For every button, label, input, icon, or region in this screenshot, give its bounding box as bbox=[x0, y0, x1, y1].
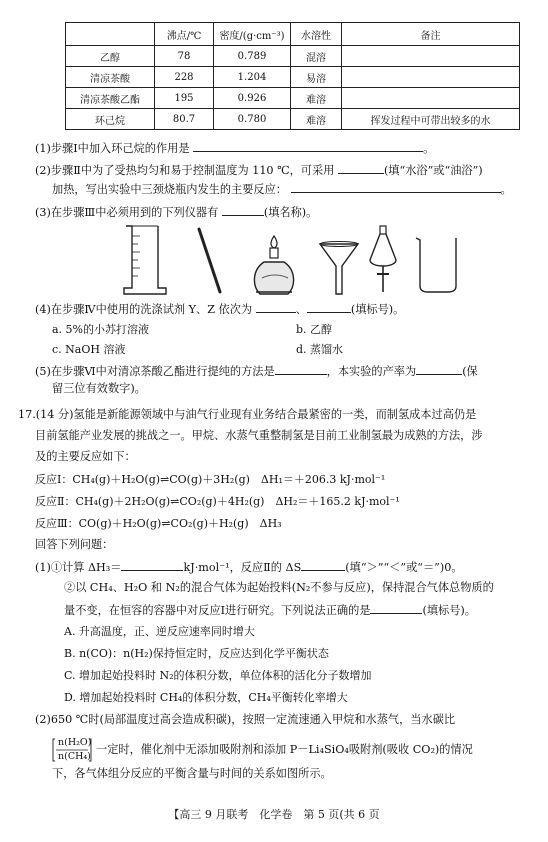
answer-blank[interactable] bbox=[307, 300, 351, 313]
table-cell bbox=[342, 88, 520, 109]
table-header: 密度/(g·cm⁻³) bbox=[214, 23, 291, 46]
answer-blank[interactable] bbox=[256, 300, 296, 313]
table-cell: 易溶 bbox=[291, 67, 342, 88]
table-cell: 195 bbox=[155, 88, 214, 109]
answer-blank[interactable] bbox=[301, 558, 345, 571]
question-text: (4)在步骤Ⅳ中使用的洗涤试剂 Y、Z 依次为 bbox=[35, 303, 253, 316]
question-text: 量不变，在恒容的容器中对反应Ⅰ进行研究。下列说法正确的是 bbox=[64, 604, 371, 617]
question-17-intro-3: 及的主要反应如下： bbox=[35, 450, 136, 463]
table-row bbox=[66, 88, 520, 109]
question-hint: (填标号)。 bbox=[422, 604, 476, 617]
question-text: kJ·mol⁻¹，反应Ⅱ的 ΔS bbox=[183, 561, 302, 574]
option-c: c. NaOH 溶液 bbox=[52, 343, 126, 356]
table-cell: 228 bbox=[155, 67, 214, 88]
table-cell bbox=[342, 67, 520, 88]
table-cell: 难溶 bbox=[291, 88, 342, 109]
table-header: 水溶性 bbox=[291, 23, 342, 46]
reaction-2: 反应Ⅱ：CH₄(g)＋2H₂O(g)⇌CO₂(g)＋4H₂(g) ΔH₂＝＋165.2 kJ·mol⁻¹ bbox=[35, 495, 400, 508]
option-A: A. 升高温度，正、逆反应速率同时增大 bbox=[64, 625, 255, 638]
question-5-line-1 bbox=[35, 362, 530, 380]
option-b: b. 乙醇 bbox=[296, 323, 333, 336]
alcohol-lamp-icon bbox=[250, 234, 302, 296]
graduated-cylinder-icon bbox=[120, 224, 170, 298]
table-cell bbox=[342, 46, 520, 67]
question-5-line-2: 留三位有效数字)。 bbox=[52, 382, 146, 395]
table-header: 沸点/℃ bbox=[155, 23, 214, 46]
question-hint: (填标号)。 bbox=[350, 303, 405, 316]
reaction-1: 反应Ⅰ：CH₄(g)＋H₂O(g)⇌CO(g)＋3H₂(g) ΔH₁＝＋206.3 kJ·mol⁻¹ bbox=[35, 473, 386, 486]
part-2-line-2: 一定时，催化剂中无添加吸附剂和添加 P－Li₄SiO₄吸附剂(吸收 CO₂)的情况 bbox=[96, 743, 473, 756]
part-1-2-line-1: ②以 CH₄、H₂O 和 N₂的混合气体为起始投料(N₂不参与反应)，保持混合气体总物质的 bbox=[64, 581, 494, 594]
question-text: (3)在步骤Ⅲ中必须用到的下列仪器有 bbox=[35, 206, 219, 219]
table-cell: 0.926 bbox=[214, 88, 291, 109]
table-cell: 清凉茶酸乙酯 bbox=[66, 88, 155, 109]
answer-blank[interactable] bbox=[416, 362, 462, 375]
funnel-icon bbox=[318, 240, 360, 296]
separatory-funnel-icon bbox=[368, 224, 398, 296]
answer-blank[interactable] bbox=[370, 601, 422, 614]
answer-blank[interactable] bbox=[222, 203, 264, 216]
question-1: (1)步骤Ⅰ中加入环己烷的作用是 。 bbox=[35, 139, 530, 157]
fraction-denominator: n(CH₄) bbox=[58, 751, 91, 762]
part-1-1 bbox=[35, 558, 530, 576]
table-row bbox=[66, 46, 520, 67]
question-text: (1)步骤Ⅰ中加入环己烷的作用是 bbox=[35, 142, 190, 155]
table-cell: 环己烷 bbox=[66, 109, 155, 130]
beaker-icon bbox=[414, 234, 460, 294]
part-2-line-3: 下，各气体组分反应的平衡含量与时间的关系如图所示。 bbox=[52, 767, 332, 780]
answer-intro: 回答下列问题： bbox=[35, 538, 114, 551]
answer-blank[interactable] bbox=[275, 362, 327, 375]
question-17-intro-2: 目前氢能产业发展的挑战之一。甲烷、水蒸气重整制氢是目前工业制氢最为成熟的方法，涉 bbox=[35, 429, 483, 442]
part-1-2-line-2 bbox=[64, 601, 530, 619]
page-footer: 【高三 9 月联考 化学卷 第 5 页(共 6 页 bbox=[168, 808, 380, 821]
fraction-numerator: n(H₂O) bbox=[58, 737, 92, 748]
question-text: 加热，写出实验中三颈烧瓶内发生的主要反应： bbox=[52, 183, 287, 196]
answer-blank[interactable] bbox=[193, 139, 423, 152]
question-17-intro-1: 17.(14 分)氢能是新能源领域中与油气行业现有业务结合最紧密的一类，而制氢成本过高仍是 bbox=[18, 408, 477, 421]
question-2-line-1 bbox=[35, 161, 530, 179]
question-text: (1)①计算 ΔH₃＝ bbox=[35, 561, 122, 574]
table-header: 备注 bbox=[342, 23, 520, 46]
question-hint: (填“＞”“＜”或“＝”)0。 bbox=[345, 561, 463, 574]
reaction-3: 反应Ⅲ：CO(g)＋H₂O(g)⇌CO₂(g)＋H₂(g) ΔH₃ bbox=[35, 517, 282, 530]
table-row bbox=[66, 109, 520, 130]
question-hint: (填“水浴”或“油浴”) bbox=[383, 164, 483, 177]
table-header bbox=[66, 23, 155, 46]
table-cell: 80.7 bbox=[155, 109, 214, 130]
table-cell: 难溶 bbox=[291, 109, 342, 130]
question-4: (4)在步骤Ⅳ中使用的洗涤试剂 Y、Z 依次为 、 (填标号)。 bbox=[35, 300, 530, 318]
question-text: (5)在步骤Ⅵ中对清凉茶酸乙酯进行提纯的方法是 bbox=[35, 365, 275, 378]
part-2-line-1: (2)650 ℃时(局部温度过高会造成积碳)，按照一定流速通入甲烷和水蒸气，当水碳比 bbox=[35, 713, 456, 726]
question-text: (2)步骤Ⅱ中为了受热均匀和易于控制温度为 110 ℃，可采用 bbox=[35, 164, 335, 177]
option-B: B. n(CO)：n(H₂)保持恒定时，反应达到化学平衡状态 bbox=[64, 647, 329, 660]
option-d: d. 蒸馏水 bbox=[296, 343, 344, 356]
table-cell: 乙醇 bbox=[66, 46, 155, 67]
option-C: C. 增加起始投料时 N₂的体积分数，单位体积的活化分子数增加 bbox=[64, 669, 372, 682]
table-cell: 0.789 bbox=[214, 46, 291, 67]
table-cell: 混溶 bbox=[291, 46, 342, 67]
question-3 bbox=[35, 203, 530, 221]
table-cell: 0.780 bbox=[214, 109, 291, 130]
table-cell: 挥发过程中可带出较多的水 bbox=[342, 109, 520, 130]
table-cell: 78 bbox=[155, 46, 214, 67]
answer-blank[interactable] bbox=[291, 180, 501, 193]
option-a: a. 5%的小苏打溶液 bbox=[52, 323, 150, 336]
option-D: D. 增加起始投料时 CH₄的体积分数，CH₄平衡转化率增大 bbox=[64, 691, 348, 704]
question-text: ，本实验的产率为 bbox=[326, 365, 417, 378]
table-row bbox=[66, 67, 520, 88]
properties-table bbox=[65, 22, 520, 130]
table-cell: 1.204 bbox=[214, 67, 291, 88]
answer-blank[interactable] bbox=[121, 558, 183, 571]
table-header-row bbox=[66, 23, 520, 46]
answer-blank[interactable] bbox=[338, 161, 384, 174]
question-hint: (保 bbox=[462, 365, 478, 378]
table-cell: 清凉茶酸 bbox=[66, 67, 155, 88]
question-hint: (填名称)。 bbox=[263, 206, 318, 219]
question-2-line-2: 加热，写出实验中三颈烧瓶内发生的主要反应： 。 bbox=[52, 180, 530, 198]
glass-rod-icon bbox=[195, 226, 225, 296]
